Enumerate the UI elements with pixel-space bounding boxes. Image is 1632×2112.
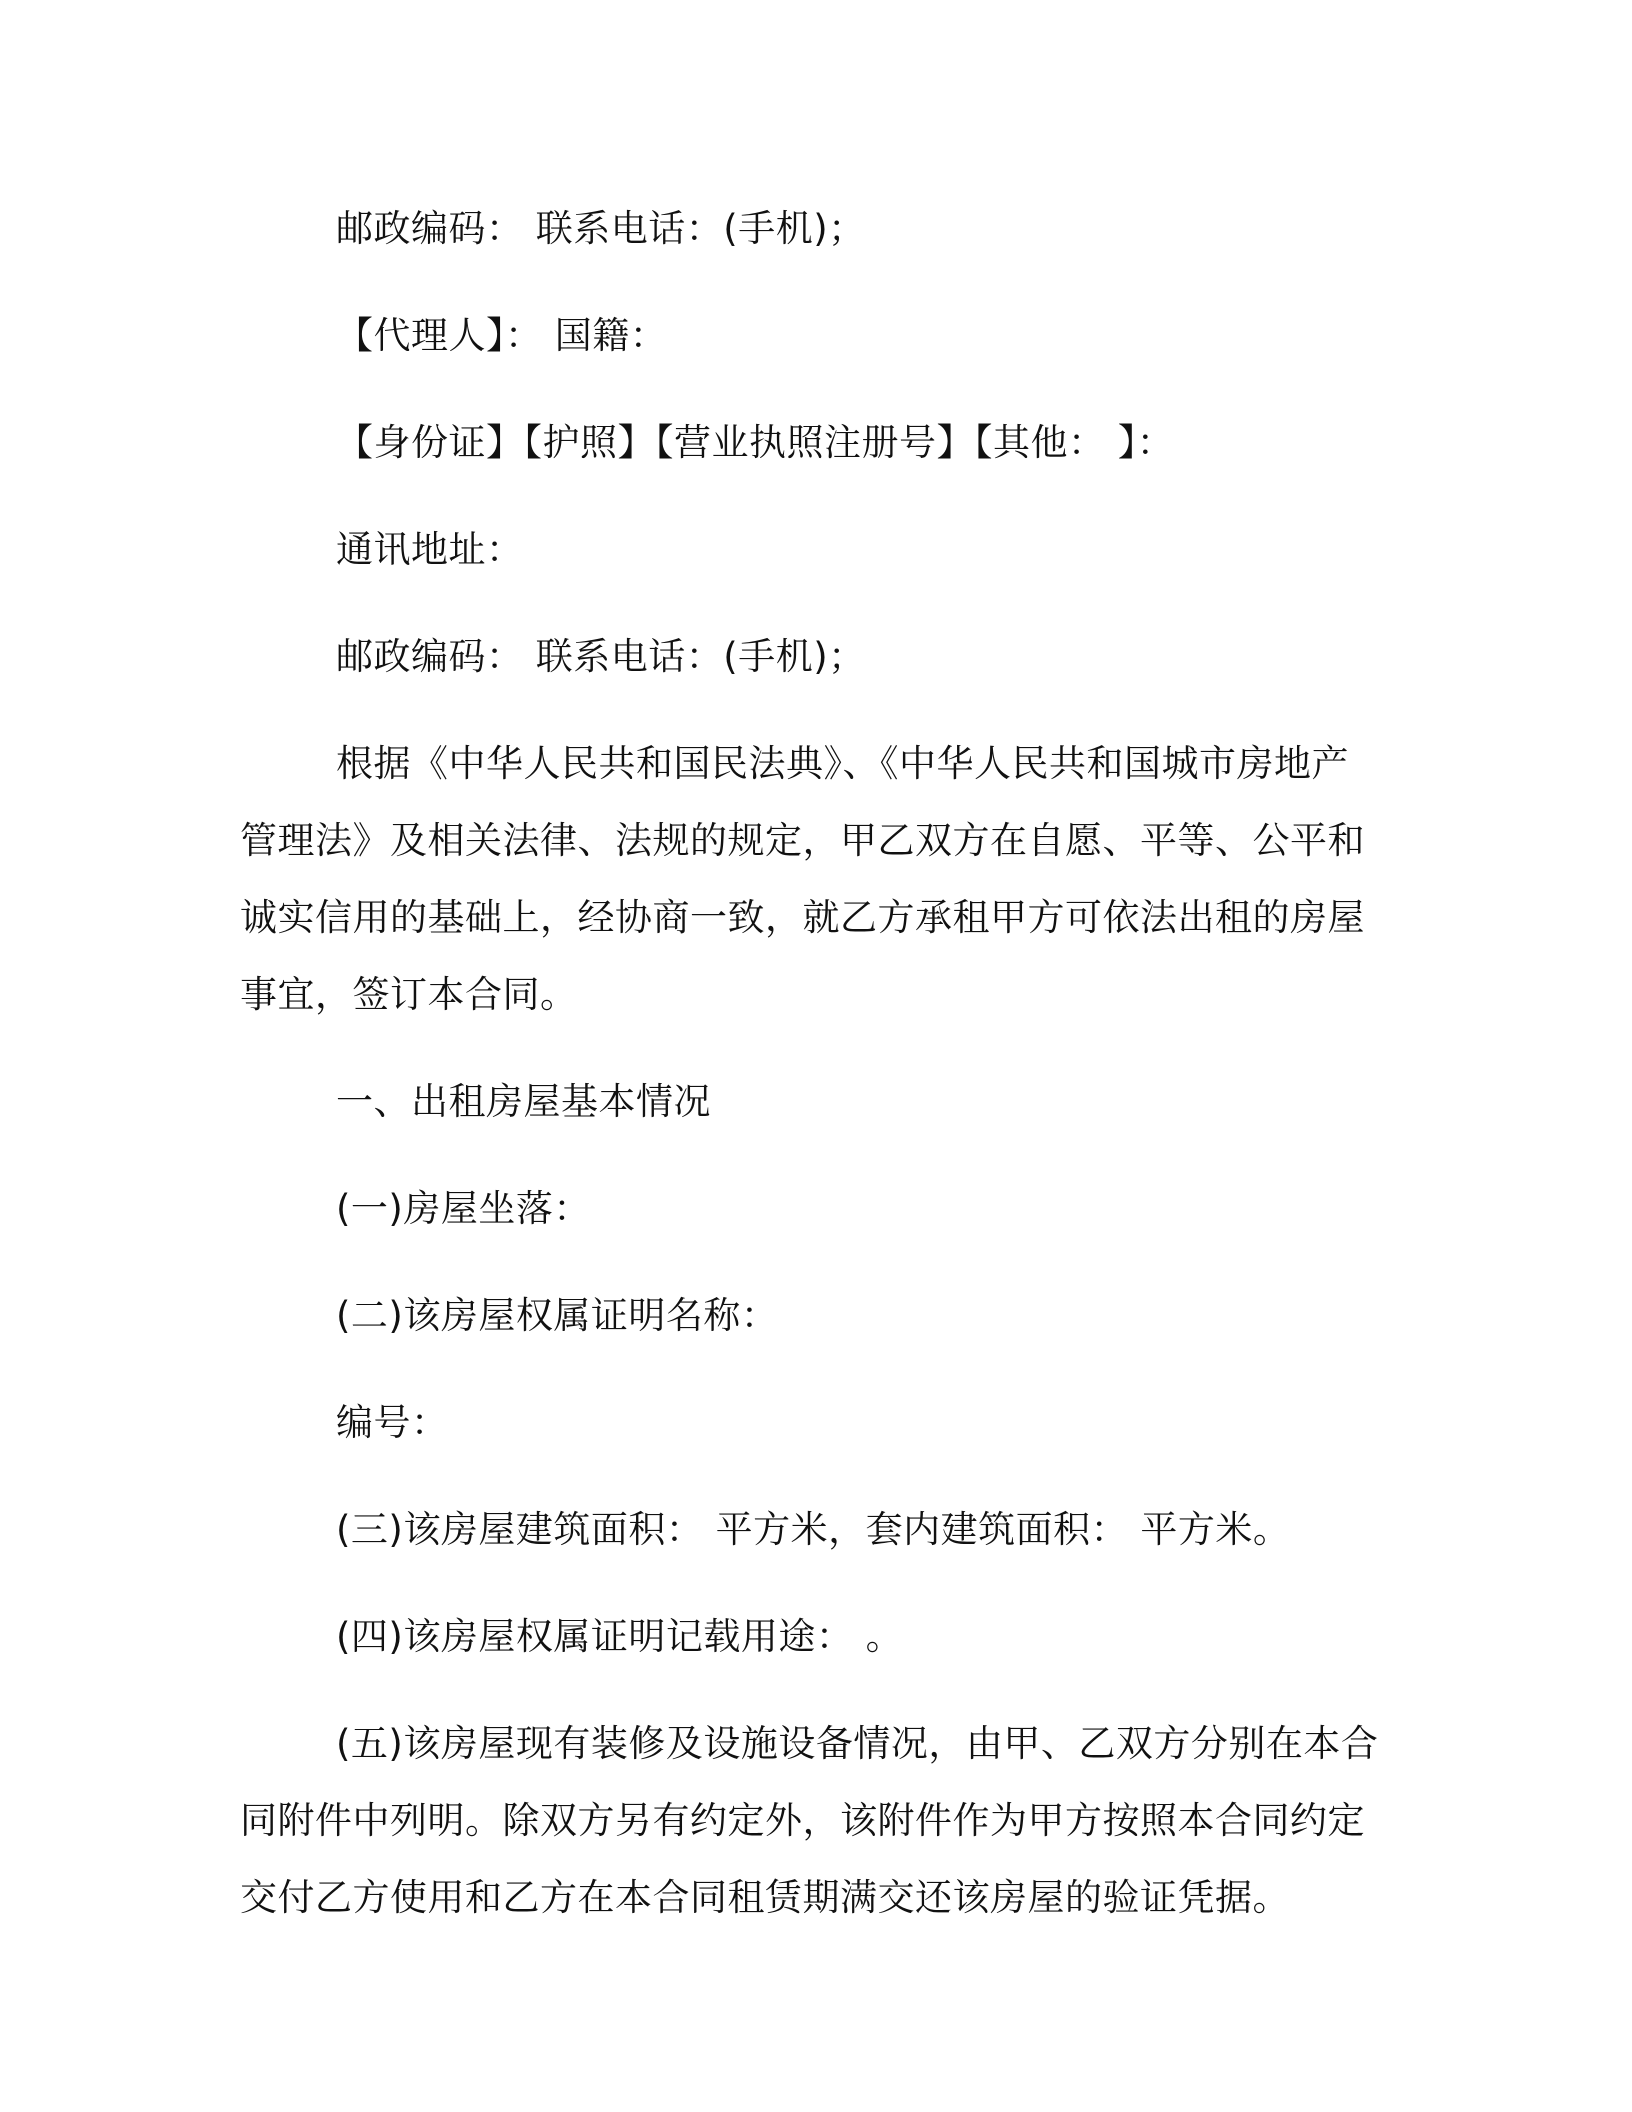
decoration-facilities-paragraph: (五)该房屋现有装修及设施设备情况，由甲、乙双方分别在本合同附件中列明。除双方另有约定外，该附件作为甲方按照本合同约定交付乙方使用和乙方在本合同租赁期满交还该房屋的验证凭据。 xyxy=(240,1722,1379,1919)
recorded-usage-line: (四)该房屋权属证明记载用途： 。 xyxy=(336,1615,904,1658)
postal-code-phone-line: 邮政编码： 联系电话：(手机)； xyxy=(336,207,866,250)
agent-nationality-line: 【代理人】： 国籍： xyxy=(336,314,668,357)
contract-preamble-paragraph: 根据《中华人民共和国民法典》、《中华人民共和国城市房地产管理法》及相关法律、法规的规定，甲乙双方在自愿、平等、公平和诚实信用的基础上，经协商一致，就乙方承租甲方可依法出租的房屋事宜，签订本合同。 xyxy=(240,742,1365,1016)
ownership-certificate-name-line: (二)该房屋权属证明名称： xyxy=(336,1294,779,1337)
id-document-type-line: 【身份证】【护照】【营业执照注册号】【其他： 】： xyxy=(336,421,1175,464)
postal-code-phone-line-2: 邮政编码： 联系电话：(手机)； xyxy=(336,635,866,678)
house-location-line: (一)房屋坐落： xyxy=(336,1187,591,1230)
section-heading-basic-info: 一、出租房屋基本情况 xyxy=(336,1080,711,1123)
document-body xyxy=(240,190,1380,1964)
mailing-address-line: 通讯地址： xyxy=(336,528,524,571)
building-area-line: (三)该房屋建筑面积： 平方米，套内建筑面积： 平方米。 xyxy=(336,1508,1291,1551)
certificate-number-line: 编号： xyxy=(336,1401,449,1444)
